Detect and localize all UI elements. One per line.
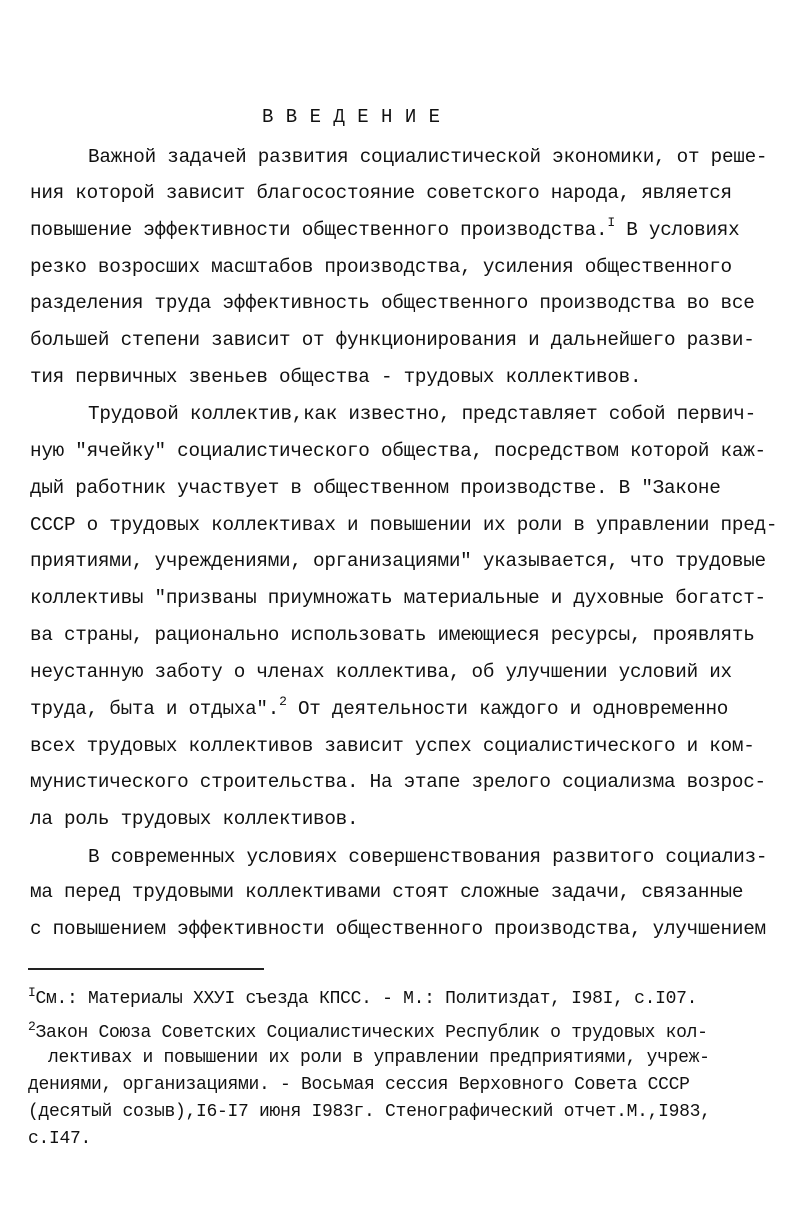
- footnote-1-marker: I: [28, 985, 36, 1000]
- paragraph-1-line-6: большей степени зависит от функционирования и дальнейшего разви-: [30, 329, 755, 351]
- footnote-ref-2[interactable]: 2: [279, 694, 287, 709]
- paragraph-2-line-11: мунистического строительства. На этапе зрелого социализма возрос-: [30, 771, 766, 793]
- footnote-2-line-3: дениями, организациями. - Восьмая сессия Верховного Совета СССР: [28, 1075, 690, 1095]
- paragraph-2-line-5: приятиями, учреждениями, организациями" указывается, что трудовые: [30, 550, 766, 572]
- footnote-2-line-5: с.I47.: [28, 1129, 92, 1149]
- footnote-2-line-2: лективах и повышении их роли в управлении предприятиями, учреж-: [48, 1048, 710, 1068]
- paragraph-2-line-1: Трудовой коллектив,как известно, представляет собой первич-: [88, 403, 756, 425]
- footnote-separator: [28, 968, 264, 970]
- paragraph-2-line-7: ва страны, рационально использовать имеющиеся ресурсы, проявлять: [30, 624, 755, 646]
- paragraph-2-line-8: неустанную заботу о членах коллектива, об улучшении условий их: [30, 661, 732, 683]
- paragraph-3-line-1: В современных условиях совершенствования развитого социализ-: [88, 846, 768, 868]
- footnote-2-line-1: $^2$Закон Союза Советских Социалистических Республик о трудовых кол-: [28, 1019, 708, 1043]
- paragraph-2-line-12: ла роль трудовых коллективов.: [30, 808, 359, 830]
- footnote-1-text: См.: Материалы ХХУI съезда КПСС. - М.: Политиздат, I98I, с.I07.: [35, 989, 698, 1009]
- paragraph-2-line-2: ную "ячейку" социалистического общества, посредством которой каж-: [30, 440, 766, 462]
- page-title: В В Е Д Е Н И Е: [262, 106, 441, 128]
- paragraph-2-line-4: СССР о трудовых коллективах и повышении их роли в управлении пред-: [30, 514, 778, 536]
- paragraph-3-line-3: с повышением эффективности общественного производства, улучшением: [30, 918, 766, 940]
- footnote-2-line-4: (десятый созыв),I6-I7 июня I983г. Стенографический отчет.М.,I983,: [28, 1102, 711, 1122]
- paragraph-2-line-10: всех трудовых коллективов зависит успех социалистического и ком-: [30, 735, 755, 757]
- paragraph-1-line-5: разделения труда эффективность общественного производства во все: [30, 292, 755, 314]
- footnote-2-marker: 2: [28, 1019, 36, 1034]
- paragraph-1-line-7: тия первичных звеньев общества - трудовых коллективов.: [30, 366, 642, 388]
- paragraph-2-line-6: коллективы "призваны приумножать материальные и духовные богатст-: [30, 587, 766, 609]
- paragraph-1-line-2: ния которой зависит благосостояние советского народа, является: [30, 182, 732, 204]
- paragraph-1-line-1: Важной задачей развития социалистической экономики, от реше-: [88, 146, 768, 168]
- footnote-ref-1[interactable]: I: [607, 215, 615, 230]
- paragraph-1-line-3: повышение эффективности общественного производства.$^I$ В условиях: [30, 215, 740, 241]
- paragraph-2-line-9: труда, быта и отдыха".$^2$ От деятельности каждого и одновременно: [30, 694, 729, 720]
- footnote-1: [28, 985, 698, 1011]
- paragraph-3-line-2: ма перед трудовыми коллективами стоят сложные задачи, связанные: [30, 881, 744, 903]
- paragraph-1-line-4: резко возросших масштабов производства, усиления общественного: [30, 256, 732, 278]
- paragraph-2-line-3: дый работник участвует в общественном производстве. В "Законе: [30, 477, 721, 499]
